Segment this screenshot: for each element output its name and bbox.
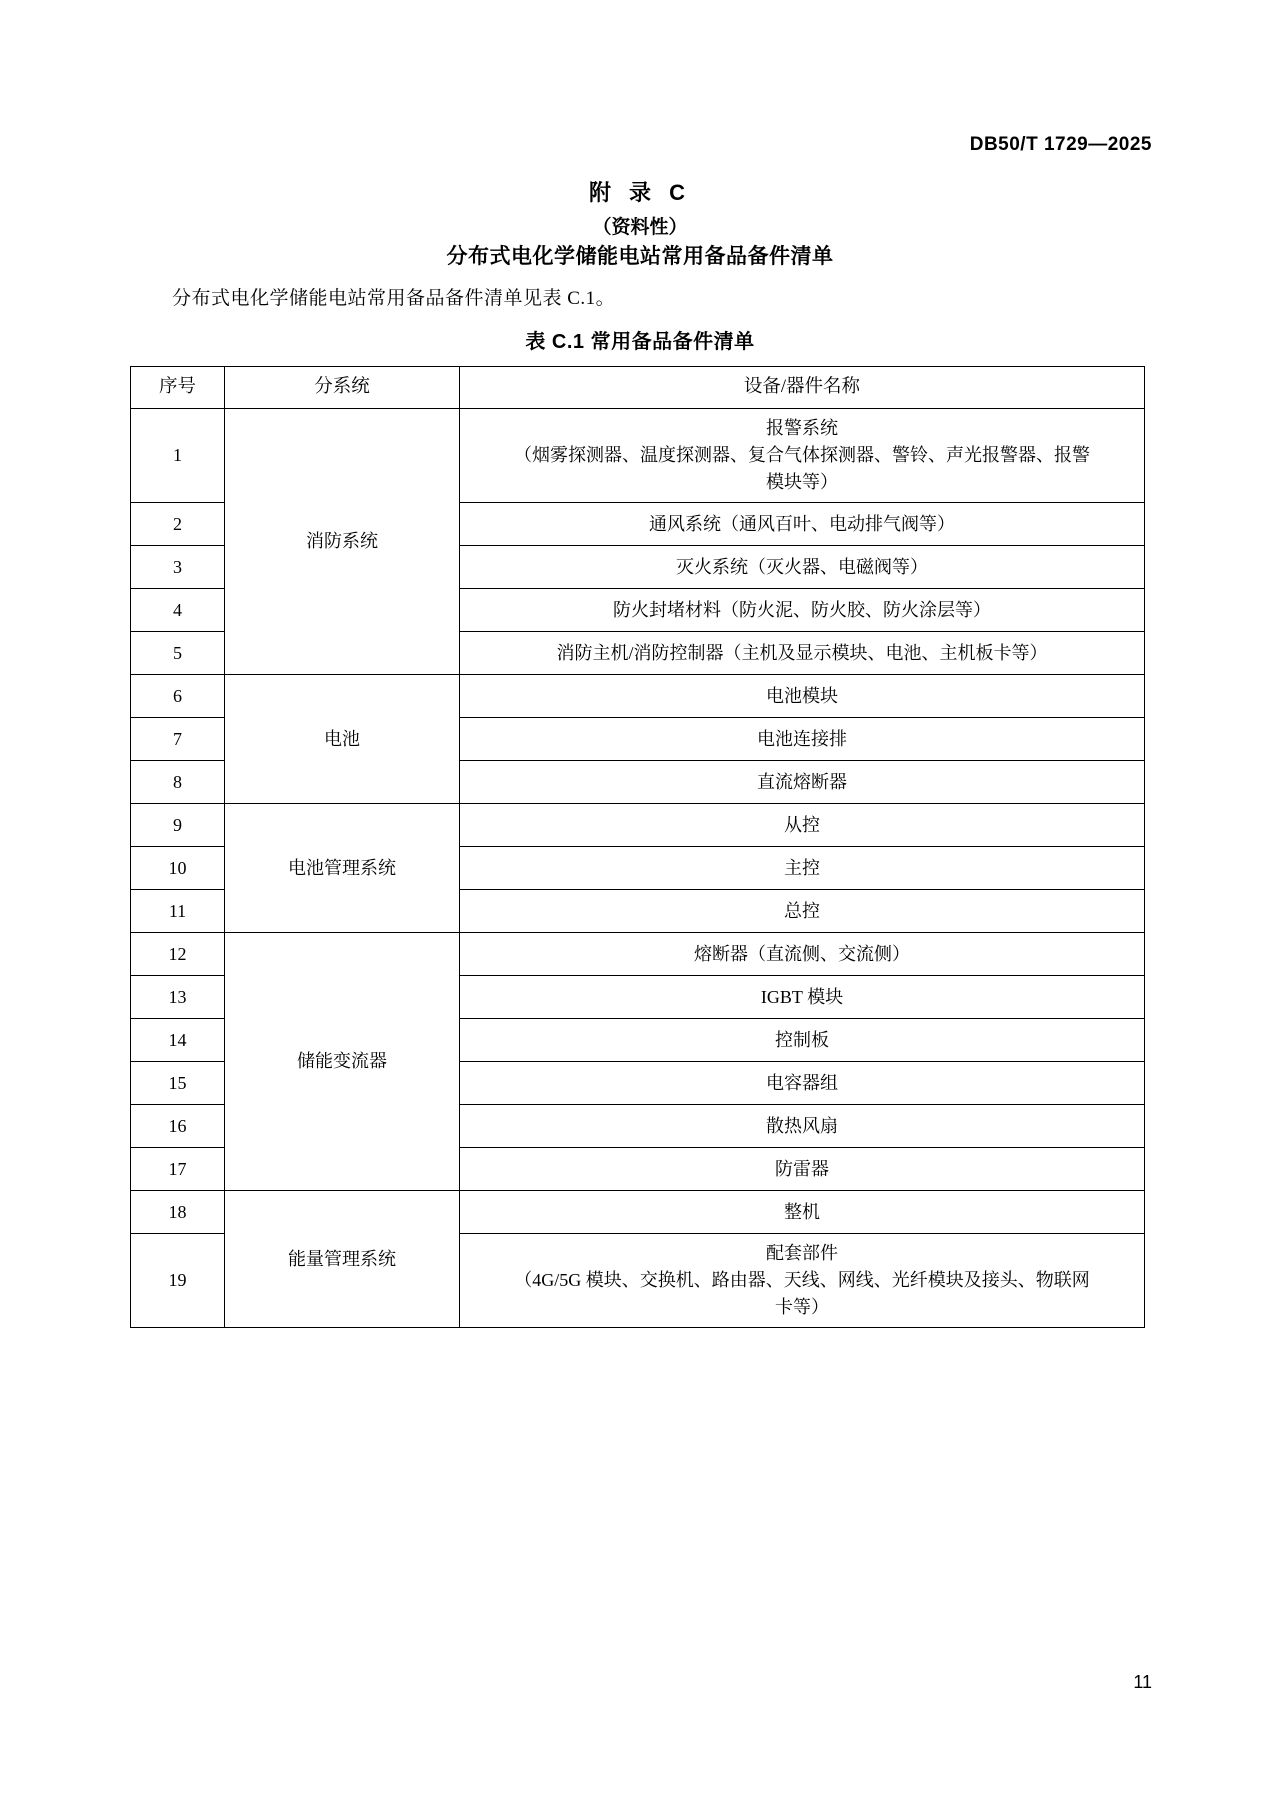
cell-device: 电池连接排 [460,718,1145,761]
cell-no: 7 [131,718,225,761]
cell-subsystem: 消防系统 [225,409,460,675]
cell-device: 防雷器 [460,1148,1145,1191]
cell-subsystem: 储能变流器 [225,933,460,1191]
cell-device: 灭火系统（灭火器、电磁阀等） [460,546,1145,589]
cell-device: 消防主机/消防控制器（主机及显示模块、电池、主机板卡等） [460,632,1145,675]
cell-device: 防火封堵材料（防火泥、防火胶、防火涂层等） [460,589,1145,632]
spare-parts-table [130,366,1145,1328]
table-row [131,804,1145,847]
cell-no: 2 [131,503,225,546]
cell-no: 15 [131,1062,225,1105]
annex-type: （资料性） [592,217,688,238]
cell-no: 4 [131,589,225,632]
column-header-device: 设备/器件名称 [460,367,1145,409]
cell-device: 主控 [460,847,1145,890]
cell-no: 12 [131,933,225,976]
device-line: 模块等） [766,472,838,492]
column-header-subsystem: 分系统 [225,367,460,409]
cell-no: 11 [131,890,225,933]
device-line: 配套部件 [766,1243,838,1263]
page-number: 11 [1133,1672,1152,1692]
device-line: （烟雾探测器、温度探测器、复合气体探测器、警铃、声光报警器、报警 [514,445,1090,465]
page-header-standard-code: DB50/T 1729—2025 [969,134,1152,155]
cell-no: 13 [131,976,225,1019]
table-row [131,409,1145,503]
device-line: 报警系统 [766,418,838,438]
cell-device: 通风系统（通风百叶、电动排气阀等） [460,503,1145,546]
cell-device [460,409,1145,503]
cell-no: 3 [131,546,225,589]
cell-no: 5 [131,632,225,675]
cell-device: 直流熔断器 [460,761,1145,804]
cell-no: 10 [131,847,225,890]
column-header-no: 序号 [131,367,225,409]
table-header-row [131,367,1145,409]
cell-no: 1 [131,409,225,503]
cell-no: 19 [131,1234,225,1328]
cell-subsystem: 能量管理系统 [225,1191,460,1328]
cell-device: 从控 [460,804,1145,847]
cell-device: 电池模块 [460,675,1145,718]
intro-paragraph: 分布式电化学储能电站常用备品备件清单见表 C.1。 [172,288,616,309]
cell-no: 6 [131,675,225,718]
table-row [131,933,1145,976]
cell-device: 熔断器（直流侧、交流侧） [460,933,1145,976]
annex-name: 分布式电化学储能电站常用备品备件清单 [446,245,834,268]
cell-device: 控制板 [460,1019,1145,1062]
cell-subsystem: 电池 [225,675,460,804]
cell-no: 18 [131,1191,225,1234]
cell-no: 14 [131,1019,225,1062]
cell-no: 8 [131,761,225,804]
cell-no: 16 [131,1105,225,1148]
annex-label: 附 录 C [588,180,692,205]
cell-no: 17 [131,1148,225,1191]
cell-no: 9 [131,804,225,847]
cell-device: 总控 [460,890,1145,933]
cell-device: 散热风扇 [460,1105,1145,1148]
cell-device: 整机 [460,1191,1145,1234]
cell-subsystem: 电池管理系统 [225,804,460,933]
device-line: 卡等） [775,1297,829,1317]
device-line: （4G/5G 模块、交换机、路由器、天线、网线、光纤模块及接头、物联网 [514,1270,1090,1290]
cell-device: 电容器组 [460,1062,1145,1105]
cell-device [460,1234,1145,1328]
table-caption: 表 C.1 常用备品备件清单 [525,331,755,353]
table-row [131,1191,1145,1234]
cell-device: IGBT 模块 [460,976,1145,1019]
table-row [131,675,1145,718]
